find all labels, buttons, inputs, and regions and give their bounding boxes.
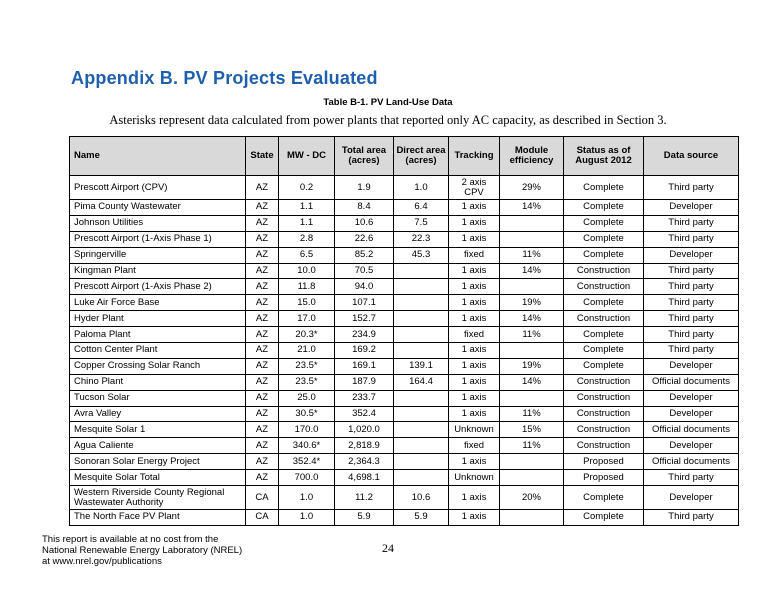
table-cell: 22.3	[394, 231, 449, 247]
table-cell	[394, 295, 449, 311]
table-cell: 14%	[500, 311, 564, 327]
table-cell: 700.0	[279, 470, 335, 486]
table-cell: 10.6	[335, 215, 394, 231]
table-cell: Developer	[644, 247, 739, 263]
table-cell: 11%	[500, 247, 564, 263]
table-cell: 1 axis	[449, 454, 500, 470]
table-cell	[500, 279, 564, 295]
table-cell	[500, 454, 564, 470]
table-cell: 139.1	[394, 358, 449, 374]
table-cell	[394, 438, 449, 454]
table-cell: AZ	[246, 200, 279, 216]
table-cell: Sonoran Solar Energy Project	[70, 454, 246, 470]
table-cell: Third party	[644, 343, 739, 359]
table-body	[70, 176, 739, 526]
table-caption: Table B-1. PV Land-Use Data	[323, 97, 453, 108]
table-cell: Developer	[644, 486, 739, 510]
table-cell: 1 axis	[449, 358, 500, 374]
pv-land-use-table	[69, 136, 739, 526]
table-cell: Cotton Center Plant	[70, 343, 246, 359]
table-cell: AZ	[246, 438, 279, 454]
table-cell: AZ	[246, 327, 279, 343]
table-cell: Paloma Plant	[70, 327, 246, 343]
table-cell: 169.2	[335, 343, 394, 359]
table-cell: Complete	[564, 231, 644, 247]
table-cell: AZ	[246, 231, 279, 247]
table-cell: Western Riverside County Regional Wastewater Authority	[70, 486, 246, 510]
table-cell: Construction	[564, 422, 644, 438]
table-cell: 10.0	[279, 263, 335, 279]
table-cell: Prescott Airport (CPV)	[70, 176, 246, 200]
table-cell	[394, 327, 449, 343]
table-cell	[394, 263, 449, 279]
table-row	[70, 406, 739, 422]
table-cell: 1 axis	[449, 215, 500, 231]
table-cell: Johnson Utilities	[70, 215, 246, 231]
table-cell: 8.4	[335, 200, 394, 216]
table-cell: fixed	[449, 247, 500, 263]
table-row	[70, 343, 739, 359]
table-cell: Third party	[644, 295, 739, 311]
table-cell: Third party	[644, 311, 739, 327]
table-cell: 10.6	[394, 486, 449, 510]
table-cell: AZ	[246, 215, 279, 231]
table-cell: 11.2	[335, 486, 394, 510]
table-cell	[500, 231, 564, 247]
table-cell: The North Face PV Plant	[70, 510, 246, 526]
column-header: Status as of August 2012	[564, 137, 644, 176]
table-row	[70, 231, 739, 247]
table-cell: Complete	[564, 510, 644, 526]
table-cell: AZ	[246, 390, 279, 406]
table-cell: 234.9	[335, 327, 394, 343]
table-cell: 85.2	[335, 247, 394, 263]
table-cell: fixed	[449, 327, 500, 343]
table-cell: Official documents	[644, 374, 739, 390]
table-cell: 1 axis	[449, 295, 500, 311]
table-cell: 21.0	[279, 343, 335, 359]
table-cell	[394, 406, 449, 422]
table-cell	[394, 390, 449, 406]
table-cell: Third party	[644, 215, 739, 231]
table-cell: 14%	[500, 374, 564, 390]
table-cell: Unknown	[449, 470, 500, 486]
table-cell: 25.0	[279, 390, 335, 406]
table-cell: Pima County Wastewater	[70, 200, 246, 216]
table-cell: AZ	[246, 358, 279, 374]
table-cell: AZ	[246, 311, 279, 327]
table-row	[70, 200, 739, 216]
table-cell: 94.0	[335, 279, 394, 295]
table-cell: 170.0	[279, 422, 335, 438]
table-cell	[394, 311, 449, 327]
table-cell: Official documents	[644, 422, 739, 438]
table-cell: 4,698.1	[335, 470, 394, 486]
column-header: Direct area (acres)	[394, 137, 449, 176]
table-cell: 11.8	[279, 279, 335, 295]
table-cell: Copper Crossing Solar Ranch	[70, 358, 246, 374]
table-cell: 1 axis	[449, 343, 500, 359]
table-cell: Third party	[644, 470, 739, 486]
table-cell: 1 axis	[449, 406, 500, 422]
table-cell: 11%	[500, 438, 564, 454]
table-cell: 20%	[500, 486, 564, 510]
table-cell: Official documents	[644, 454, 739, 470]
column-header: Total area (acres)	[335, 137, 394, 176]
asterisk-note: Asterisks represent data calculated from power plants that reported only AC capacity, as described in Section 3.	[109, 113, 667, 127]
table-cell: Complete	[564, 343, 644, 359]
table-cell: 2,364.3	[335, 454, 394, 470]
table-cell: AZ	[246, 454, 279, 470]
table-cell	[500, 470, 564, 486]
table-cell: 352.4*	[279, 454, 335, 470]
table-row	[70, 486, 739, 510]
table-cell: 107.1	[335, 295, 394, 311]
table-cell: AZ	[246, 263, 279, 279]
table-cell: Complete	[564, 200, 644, 216]
table-cell: 1 axis	[449, 263, 500, 279]
table-cell: 15.0	[279, 295, 335, 311]
table-cell	[394, 470, 449, 486]
table-cell: Complete	[564, 327, 644, 343]
table-row	[70, 327, 739, 343]
table-cell: AZ	[246, 176, 279, 200]
column-header: State	[246, 137, 279, 176]
table-header-row	[70, 137, 739, 176]
table-cell: 1 axis	[449, 279, 500, 295]
table-cell: Prescott Airport (1-Axis Phase 2)	[70, 279, 246, 295]
table-cell	[394, 279, 449, 295]
table-row	[70, 176, 739, 200]
table-cell: Proposed	[564, 454, 644, 470]
column-header: Module efficiency	[500, 137, 564, 176]
table-cell: 1 axis	[449, 374, 500, 390]
table-cell: 23.5*	[279, 358, 335, 374]
table-cell: Tucson Solar	[70, 390, 246, 406]
table-cell: 45.3	[394, 247, 449, 263]
table-cell: Avra Valley	[70, 406, 246, 422]
table-cell: Third party	[644, 176, 739, 200]
table-cell	[500, 343, 564, 359]
table-cell: Construction	[564, 406, 644, 422]
table-cell: 23.5*	[279, 374, 335, 390]
table-cell: CA	[246, 510, 279, 526]
table-cell: 169.1	[335, 358, 394, 374]
table-cell: Agua Caliente	[70, 438, 246, 454]
table-cell: Kingman Plant	[70, 263, 246, 279]
table-cell: AZ	[246, 470, 279, 486]
table-cell: 15%	[500, 422, 564, 438]
table-cell: 1.0	[279, 510, 335, 526]
table-row	[70, 470, 739, 486]
table-cell: 1 axis	[449, 390, 500, 406]
table-cell: 7.5	[394, 215, 449, 231]
column-header: Tracking	[449, 137, 500, 176]
table-cell: Complete	[564, 486, 644, 510]
table-cell: 1.9	[335, 176, 394, 200]
table-cell: 19%	[500, 358, 564, 374]
table-row	[70, 295, 739, 311]
table-cell: Mesquite Solar Total	[70, 470, 246, 486]
table-cell: 17.0	[279, 311, 335, 327]
table-cell: Construction	[564, 311, 644, 327]
table-cell: 11%	[500, 327, 564, 343]
table-row	[70, 454, 739, 470]
table-cell: Developer	[644, 406, 739, 422]
page-heading: Appendix B. PV Projects Evaluated	[71, 68, 378, 88]
table-cell: 233.7	[335, 390, 394, 406]
table-cell: 1.1	[279, 215, 335, 231]
table-cell	[500, 510, 564, 526]
table-cell: 11%	[500, 406, 564, 422]
table-cell: 187.9	[335, 374, 394, 390]
table-cell: Developer	[644, 438, 739, 454]
table-cell: 30.5*	[279, 406, 335, 422]
page-number: 24	[382, 541, 394, 555]
table-cell: 6.5	[279, 247, 335, 263]
table-cell: Chino Plant	[70, 374, 246, 390]
table-cell: 1 axis	[449, 510, 500, 526]
column-header: Name	[70, 137, 246, 176]
table-cell: 1,020.0	[335, 422, 394, 438]
table-cell	[394, 343, 449, 359]
table-row	[70, 358, 739, 374]
table-cell: 1 axis	[449, 311, 500, 327]
table-cell: 14%	[500, 200, 564, 216]
table-cell: 1.0	[279, 486, 335, 510]
table-cell: AZ	[246, 406, 279, 422]
footer-line: This report is available at no cost from the	[42, 534, 219, 545]
table-cell: Springerville	[70, 247, 246, 263]
table-cell: Developer	[644, 358, 739, 374]
footer-line: National Renewable Energy Laboratory (NREL)	[42, 545, 243, 556]
table-cell: 0.2	[279, 176, 335, 200]
table-cell: 14%	[500, 263, 564, 279]
table-cell: 1 axis	[449, 486, 500, 510]
table-cell: 2 axis CPV	[449, 176, 500, 200]
table-cell: 29%	[500, 176, 564, 200]
table-cell: AZ	[246, 343, 279, 359]
table-cell: 70.5	[335, 263, 394, 279]
table-cell: Complete	[564, 176, 644, 200]
table-cell: Third party	[644, 279, 739, 295]
table-cell: Complete	[564, 358, 644, 374]
table-cell: Construction	[564, 390, 644, 406]
table-cell: 152.7	[335, 311, 394, 327]
table-cell: Construction	[564, 263, 644, 279]
table-cell: Hyder Plant	[70, 311, 246, 327]
table-cell: 164.4	[394, 374, 449, 390]
table-cell	[394, 422, 449, 438]
table-cell: Developer	[644, 200, 739, 216]
table-cell: AZ	[246, 279, 279, 295]
footer-line: at www.nrel.gov/publications	[42, 556, 162, 567]
table-cell: Proposed	[564, 470, 644, 486]
table-cell: Mesquite Solar 1	[70, 422, 246, 438]
table-cell: 5.9	[394, 510, 449, 526]
table-cell: Complete	[564, 247, 644, 263]
table-cell: Unknown	[449, 422, 500, 438]
table-cell: 352.4	[335, 406, 394, 422]
table-cell: CA	[246, 486, 279, 510]
table-cell: Third party	[644, 231, 739, 247]
table-cell: 5.9	[335, 510, 394, 526]
table-cell: AZ	[246, 374, 279, 390]
column-header: MW - DC	[279, 137, 335, 176]
table-row	[70, 390, 739, 406]
table-cell: 1 axis	[449, 231, 500, 247]
table-cell: 1.1	[279, 200, 335, 216]
table-cell: Construction	[564, 374, 644, 390]
table-row	[70, 374, 739, 390]
table-cell: AZ	[246, 422, 279, 438]
table-cell: AZ	[246, 295, 279, 311]
table-cell: 340.6*	[279, 438, 335, 454]
table-cell: Third party	[644, 263, 739, 279]
table-cell: 2,818.9	[335, 438, 394, 454]
table-cell: Luke Air Force Base	[70, 295, 246, 311]
table-cell: Third party	[644, 510, 739, 526]
table-cell: Complete	[564, 215, 644, 231]
table-row	[70, 279, 739, 295]
table-cell: 19%	[500, 295, 564, 311]
table-cell: 6.4	[394, 200, 449, 216]
table-row	[70, 311, 739, 327]
table-cell: AZ	[246, 247, 279, 263]
table-row	[70, 247, 739, 263]
table-cell	[500, 215, 564, 231]
table-cell: 20.3*	[279, 327, 335, 343]
table-cell: Prescott Airport (1-Axis Phase 1)	[70, 231, 246, 247]
table-cell: Third party	[644, 327, 739, 343]
table-cell: 1 axis	[449, 200, 500, 216]
table-row	[70, 438, 739, 454]
table-cell	[394, 454, 449, 470]
table-cell: fixed	[449, 438, 500, 454]
table-cell: 1.0	[394, 176, 449, 200]
table-row	[70, 422, 739, 438]
column-header: Data source	[644, 137, 739, 176]
table-cell: Complete	[564, 295, 644, 311]
table-cell	[500, 390, 564, 406]
table-cell: Construction	[564, 279, 644, 295]
table-cell: 2.8	[279, 231, 335, 247]
table-row	[70, 263, 739, 279]
table-row	[70, 215, 739, 231]
table-cell: Construction	[564, 438, 644, 454]
table-cell: Developer	[644, 390, 739, 406]
table-row	[70, 510, 739, 526]
table-cell: 22.6	[335, 231, 394, 247]
